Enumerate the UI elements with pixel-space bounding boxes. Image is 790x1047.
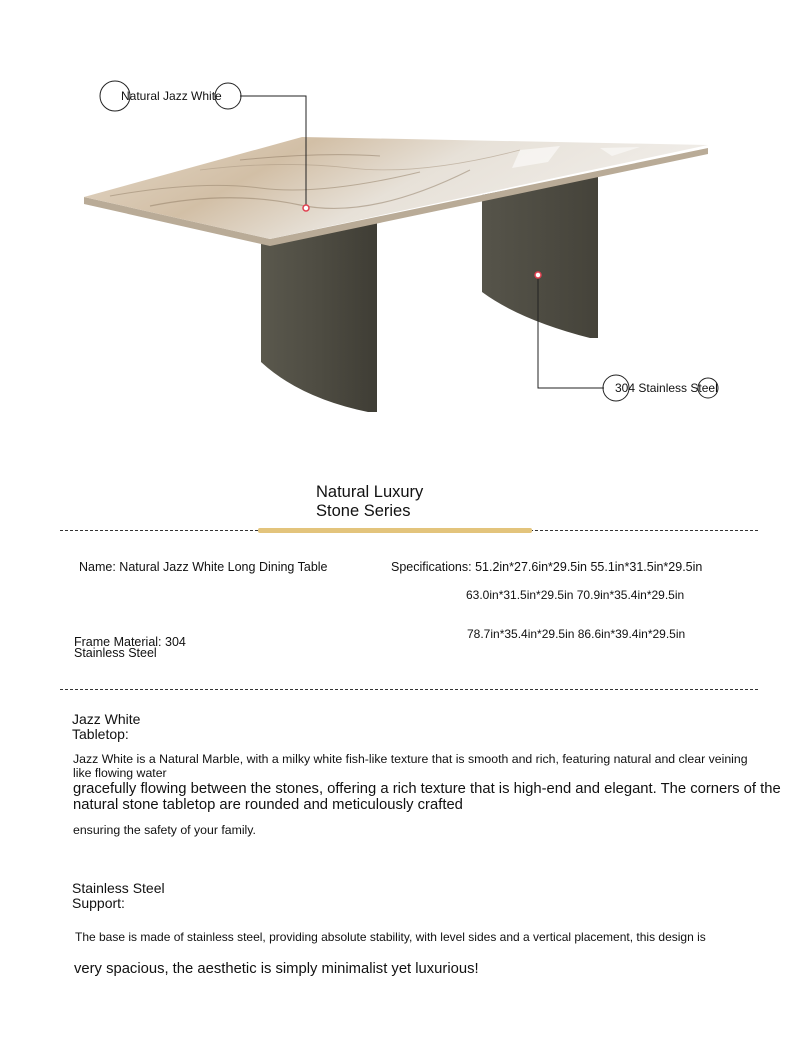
spec-frame-material: [74, 637, 186, 659]
divider-dashed: [60, 689, 758, 690]
spec-frame-line2: Stainless Steel: [74, 646, 157, 660]
series-title: [316, 483, 486, 521]
tabletop-marker-dot: [303, 205, 309, 211]
spec-frame-line1: Frame Material: 304: [74, 635, 186, 649]
callout-label-tabletop: Natural Jazz White: [121, 89, 222, 103]
tabletop-heading-line2: Tabletop:: [72, 725, 129, 742]
spec-sizes-line1: Specifications: 51.2in*27.6in*29.5in 55.1in*31.5in*29.5in: [391, 560, 703, 574]
support-heading-line1: Stainless Steel: [72, 880, 165, 896]
tabletop-paragraph-2-line1: gracefully flowing between the stones, offering a rich texture that is high-end and elegant. The corners of the: [73, 781, 781, 797]
product-hero: [0, 0, 790, 450]
gold-accent-bar: [258, 528, 532, 533]
series-title-line1: Natural Luxury: [316, 483, 424, 501]
support-paragraph-1: The base is made of stainless steel, providing absolute stability, with level sides and a vertical placement, this design is: [75, 930, 706, 944]
tabletop-paragraph-3: ensuring the safety of your family.: [73, 823, 256, 837]
support-heading: [72, 881, 165, 910]
spec-name: Name: Natural Jazz White Long Dining Table: [79, 560, 328, 574]
tabletop-paragraph-2-line2: natural stone tabletop are rounded and meticulously crafted: [73, 797, 463, 813]
series-title-line2: Stone Series: [316, 502, 411, 520]
left-steel-leg: [261, 222, 377, 412]
leg-marker-dot: [535, 272, 541, 278]
support-heading-line2: Support:: [72, 894, 125, 911]
tabletop-heading: [72, 712, 140, 741]
callout-label-steel: 304 Stainless Steel: [615, 381, 718, 395]
tabletop-heading-line1: Jazz White: [72, 711, 141, 727]
support-paragraph-2: very spacious, the aesthetic is simply minimalist yet luxurious!: [74, 961, 479, 977]
spec-sizes-line3: 78.7in*35.4in*29.5in 86.6in*39.4in*29.5in: [467, 627, 686, 641]
tabletop-paragraph-1: Jazz White is a Natural Marble, with a milky white fish-like texture that is smooth and rich, featuring natural and clear veining like flowing water: [73, 752, 748, 780]
spec-sizes-line2: 63.0in*31.5in*29.5in 70.9in*35.4in*29.5in: [466, 588, 685, 602]
